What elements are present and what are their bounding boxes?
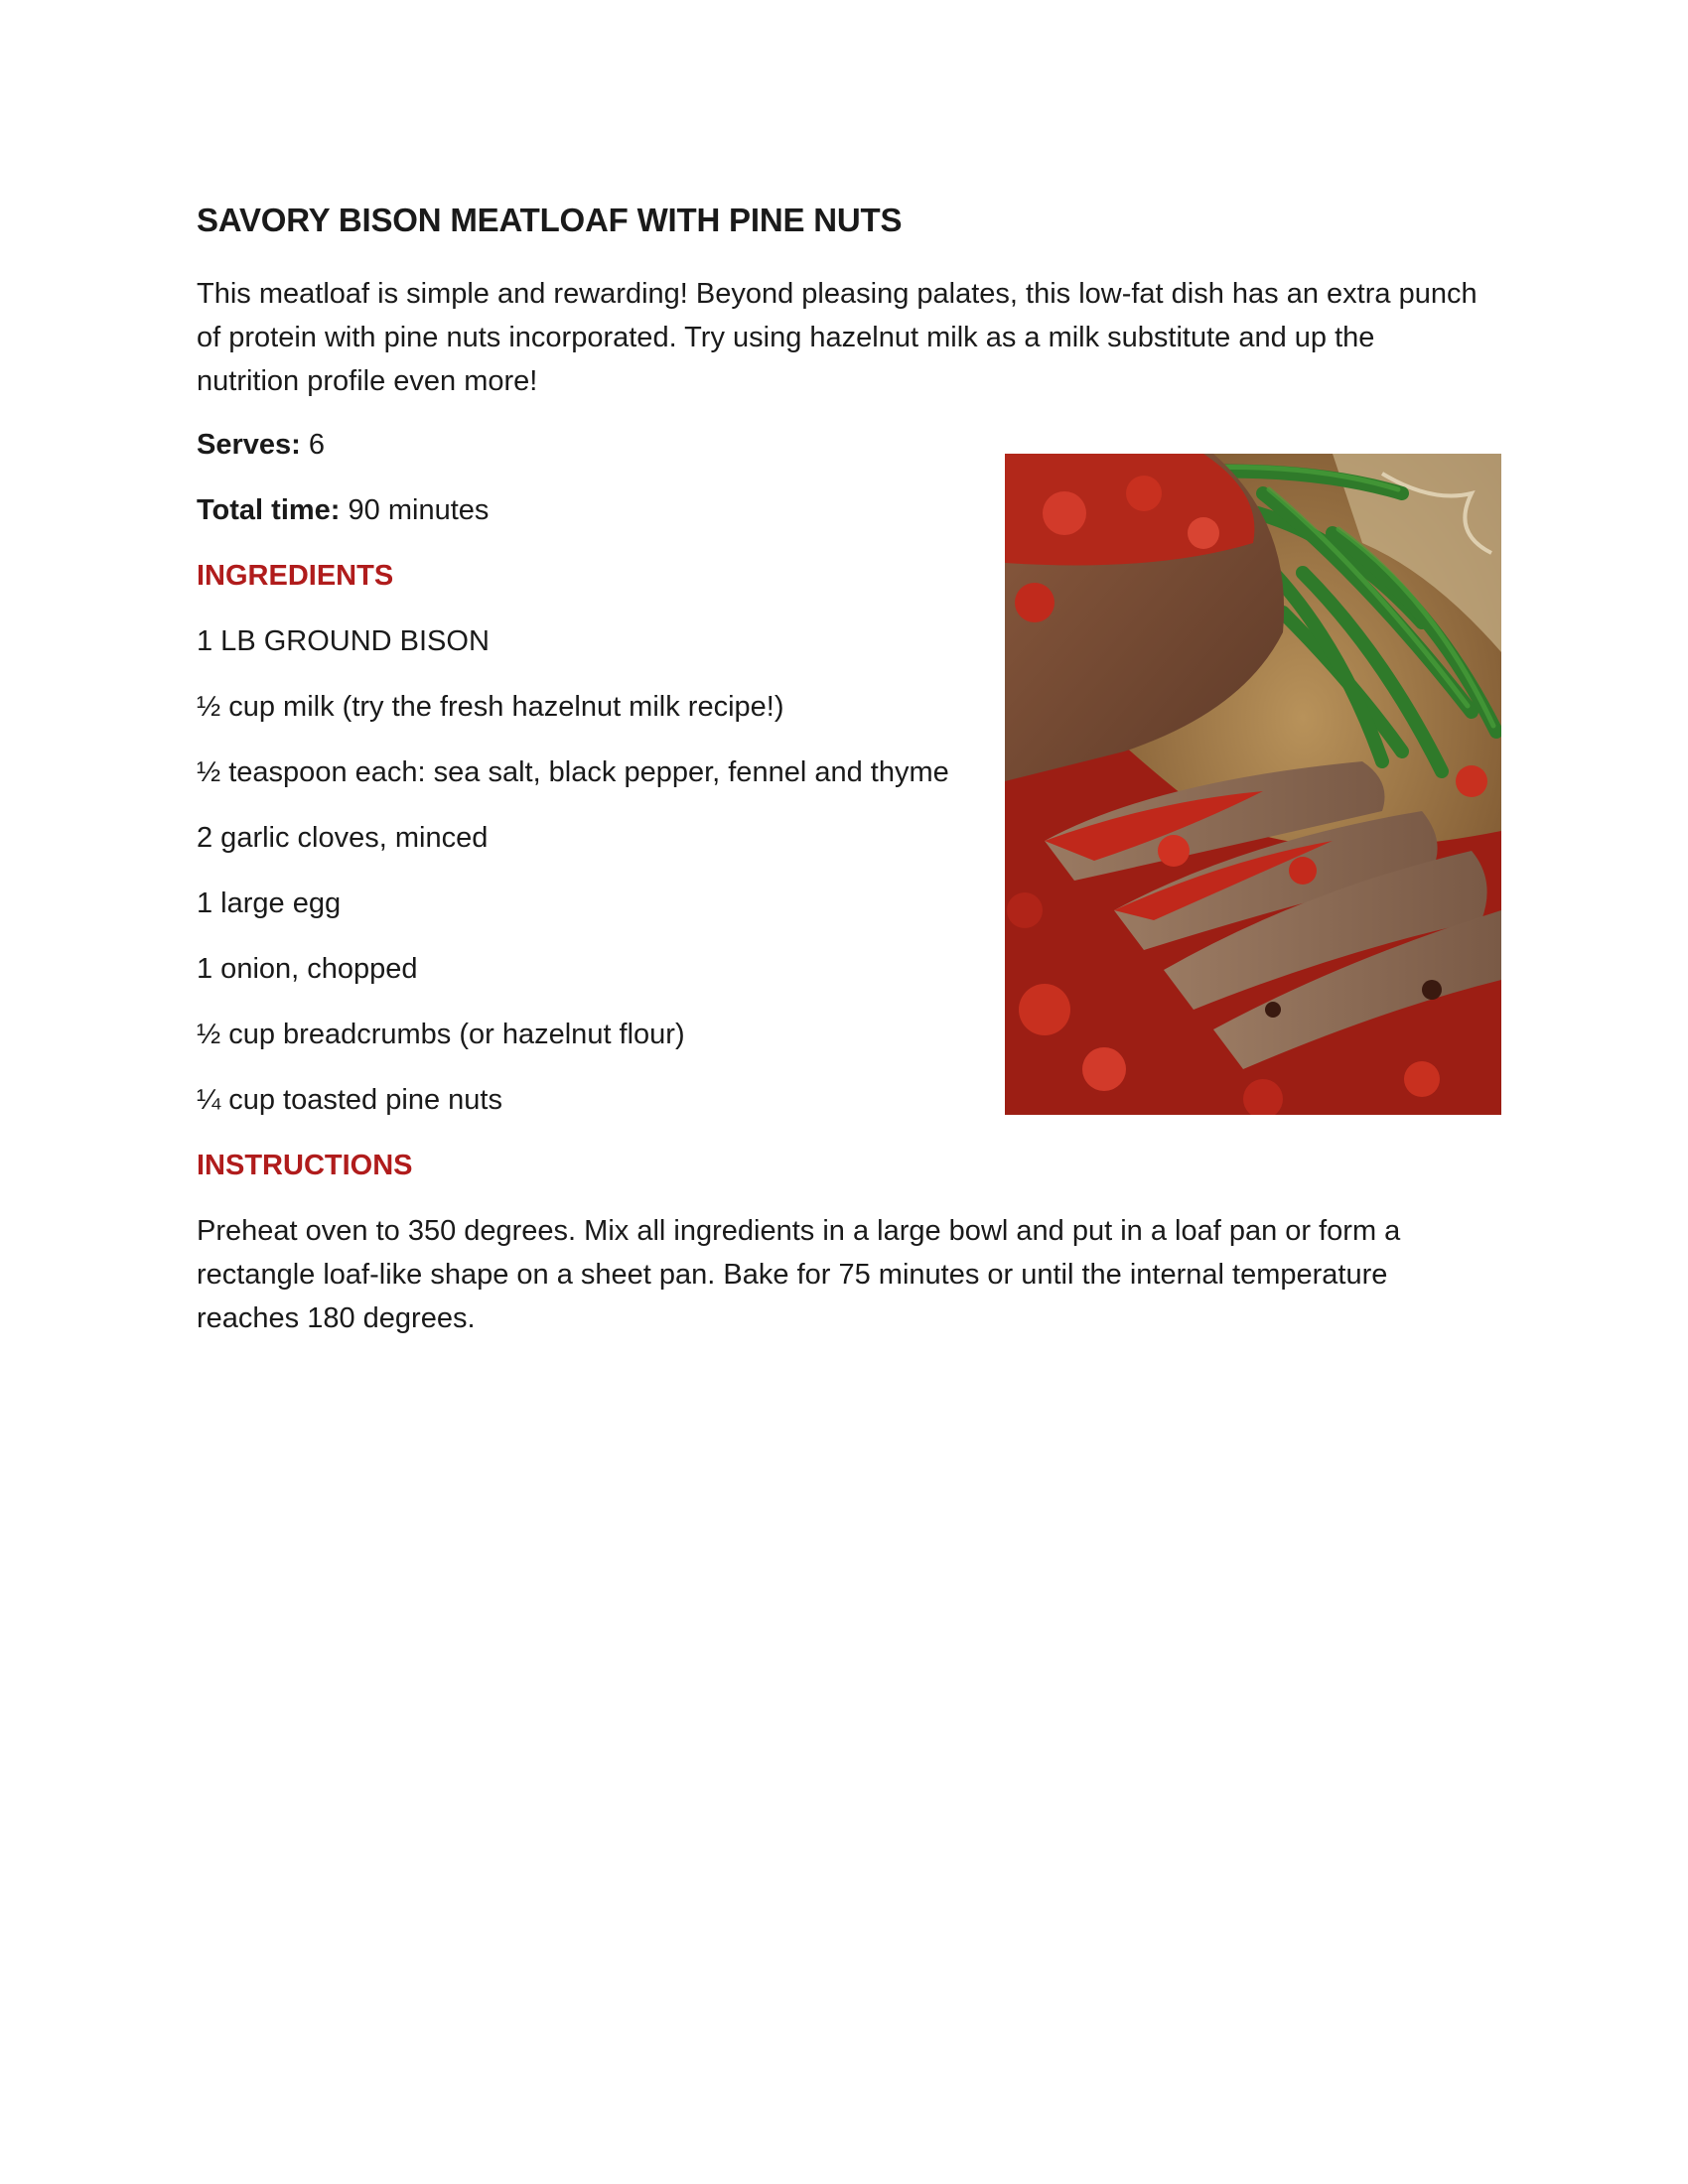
ingredient-item: ¼ cup toasted pine nuts: [197, 1084, 502, 1116]
ingredient-item: ½ teaspoon each: sea salt, black pepper, fennel and thyme: [197, 756, 949, 788]
total-time-value: 90 minutes: [340, 494, 490, 526]
total-time-label: Total time:: [197, 494, 341, 526]
instructions-heading: INSTRUCTIONS: [197, 1150, 413, 1181]
ingredient-item: 2 garlic cloves, minced: [197, 822, 489, 854]
recipe-intro: This meatloaf is simple and rewarding! Beyond pleasing palates, this low-fat dish has an extra punch of protein with pine nuts incorporated. Try using hazelnut milk as a milk substitute and up the nutrition profile even more!: [197, 278, 1477, 397]
ingredient-item: 1 LB GROUND BISON: [197, 625, 490, 657]
ingredients-heading: INGREDIENTS: [197, 560, 394, 592]
serves-label: Serves:: [197, 429, 301, 461]
ingredient-item: 1 large egg: [197, 887, 342, 919]
instructions-text: Preheat oven to 350 degrees. Mix all ingredients in a large bowl and put in a loaf pan or form a rectangle loaf-like shape on a sheet pan. Bake for 75 minutes or until the internal temperature reaches 180 degrees.: [197, 1215, 1401, 1334]
ingredient-item: ½ cup milk (try the fresh hazelnut milk recipe!): [197, 691, 784, 723]
serves-value: 6: [300, 429, 325, 461]
recipe-title: SAVORY BISON MEATLOAF WITH PINE NUTS: [197, 202, 903, 238]
meatloaf-photo: [1005, 454, 1501, 1115]
ingredient-item: 1 onion, chopped: [197, 953, 418, 985]
ingredient-item: ½ cup breadcrumbs (or hazelnut flour): [197, 1019, 685, 1050]
